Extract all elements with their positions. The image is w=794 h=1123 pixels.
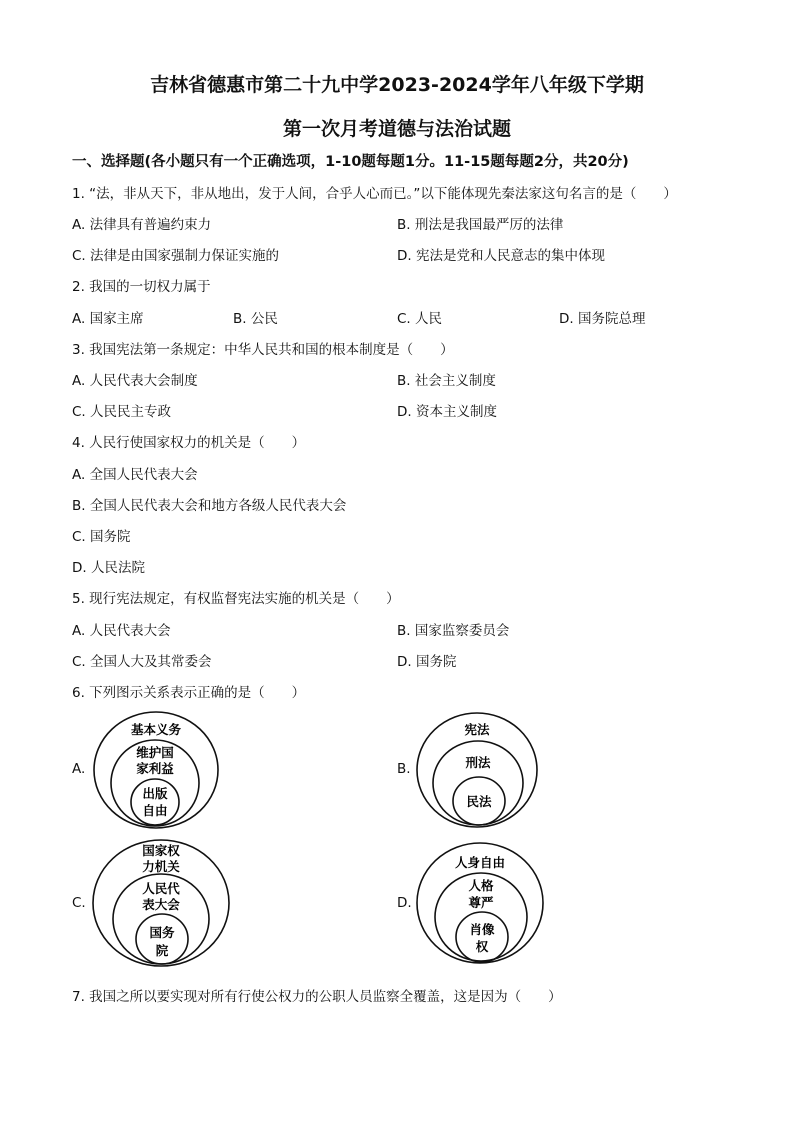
diagram-c-inner-label-1: 国务 [149, 925, 175, 940]
venn-diagram-c [88, 837, 238, 971]
diagram-b-inner-label: 民法 [466, 794, 492, 809]
question-3-option-c: C. 人民民主专政 [72, 404, 172, 420]
question-2-option-d: D. 国务院总理 [559, 311, 646, 327]
question-1-stem: 1. “法，非从天下，非从地出，发于人间，合乎人心而已。”以下能体现先秦法家这句名言的是（ ） [72, 186, 677, 202]
question-2-option-c: C. 人民 [397, 311, 443, 327]
diagram-a-middle-label-1: 维护国 [136, 745, 174, 760]
diagram-c-outer-label-1: 国家权 [142, 843, 180, 858]
diagram-a-middle-label-2: 家利益 [136, 761, 174, 776]
question-6-option-c-label: C. [72, 895, 86, 911]
venn-diagram-a [88, 709, 228, 833]
diagram-a-inner-label-2: 自由 [142, 803, 168, 818]
question-3-option-b: B. 社会主义制度 [397, 373, 496, 389]
question-5-stem: 5. 现行宪法规定，有权监督宪法实施的机关是（ ） [72, 591, 400, 607]
diagram-c-outer-label-2: 力机关 [142, 859, 180, 874]
question-2-stem: 2. 我国的一切权力属于 [72, 279, 211, 295]
diagram-c-middle-label-2: 表大会 [142, 897, 180, 912]
question-1-option-d: D. 宪法是党和人民意志的集中体现 [397, 248, 605, 264]
question-5-option-c: C. 全国人大及其常委会 [72, 654, 212, 670]
question-4-option-b: B. 全国人民代表大会和地方各级人民代表大会 [72, 498, 347, 514]
question-4-option-d: D. 人民法院 [72, 560, 145, 576]
diagram-b-middle-label: 刑法 [465, 755, 491, 770]
venn-diagram-b [413, 709, 543, 833]
question-1-option-a: A. 法律具有普遍约束力 [72, 217, 212, 233]
diagram-a-outer-label: 基本义务 [130, 722, 182, 737]
venn-diagram-d [413, 839, 549, 969]
exam-title-line2: 第一次月考道德与法治试题 [282, 118, 511, 140]
question-3-option-a: A. 人民代表大会制度 [72, 373, 198, 389]
exam-title-line1: 吉林省德惠市第二十九中学2023-2024学年八年级下学期 [150, 74, 644, 96]
question-6-option-a-label: A. [72, 761, 86, 777]
question-6-option-d-label: D. [397, 895, 412, 911]
section-heading: 一、选择题(各小题只有一个正确选项，1-10题每题1分。11-15题每题2分，共20分) [72, 154, 629, 170]
question-4-option-a: A. 全国人民代表大会 [72, 467, 198, 483]
question-4-option-c: C. 国务院 [72, 529, 131, 545]
diagram-d-middle-label-2: 尊严 [468, 895, 494, 910]
question-6-option-b-label: B. [397, 761, 411, 777]
question-3-option-d: D. 资本主义制度 [397, 404, 497, 420]
question-1-option-b: B. 刑法是我国最严厉的法律 [397, 217, 564, 233]
question-6-stem: 6. 下列图示关系表示正确的是（ ） [72, 685, 306, 701]
question-5-option-a: A. 人民代表大会 [72, 623, 171, 639]
question-1-option-c: C. 法律是由国家强制力保证实施的 [72, 248, 280, 264]
question-2-option-b: B. 公民 [233, 311, 278, 327]
question-3-stem: 3. 我国宪法第一条规定：中华人民共和国的根本制度是（ ） [72, 342, 454, 358]
question-5-option-d: D. 国务院 [397, 654, 457, 670]
diagram-d-outer-label: 人身自由 [454, 855, 506, 870]
question-2-option-a: A. 国家主席 [72, 311, 144, 327]
diagram-a-inner-label-1: 出版 [142, 786, 168, 801]
question-7-stem: 7. 我国之所以要实现对所有行使公权力的公职人员监察全覆盖，这是因为（ ） [72, 989, 562, 1005]
diagram-d-inner-label-1: 肖像 [469, 922, 495, 937]
diagram-b-outer-label: 宪法 [464, 722, 490, 737]
diagram-d-inner-label-2: 权 [475, 939, 489, 954]
diagram-d-middle-label-1: 人格 [468, 878, 494, 893]
question-4-stem: 4. 人民行使国家权力的机关是（ ） [72, 435, 306, 451]
diagram-c-middle-label-1: 人民代 [142, 881, 180, 896]
question-5-option-b: B. 国家监察委员会 [397, 623, 510, 639]
diagram-c-inner-label-2: 院 [155, 943, 169, 958]
